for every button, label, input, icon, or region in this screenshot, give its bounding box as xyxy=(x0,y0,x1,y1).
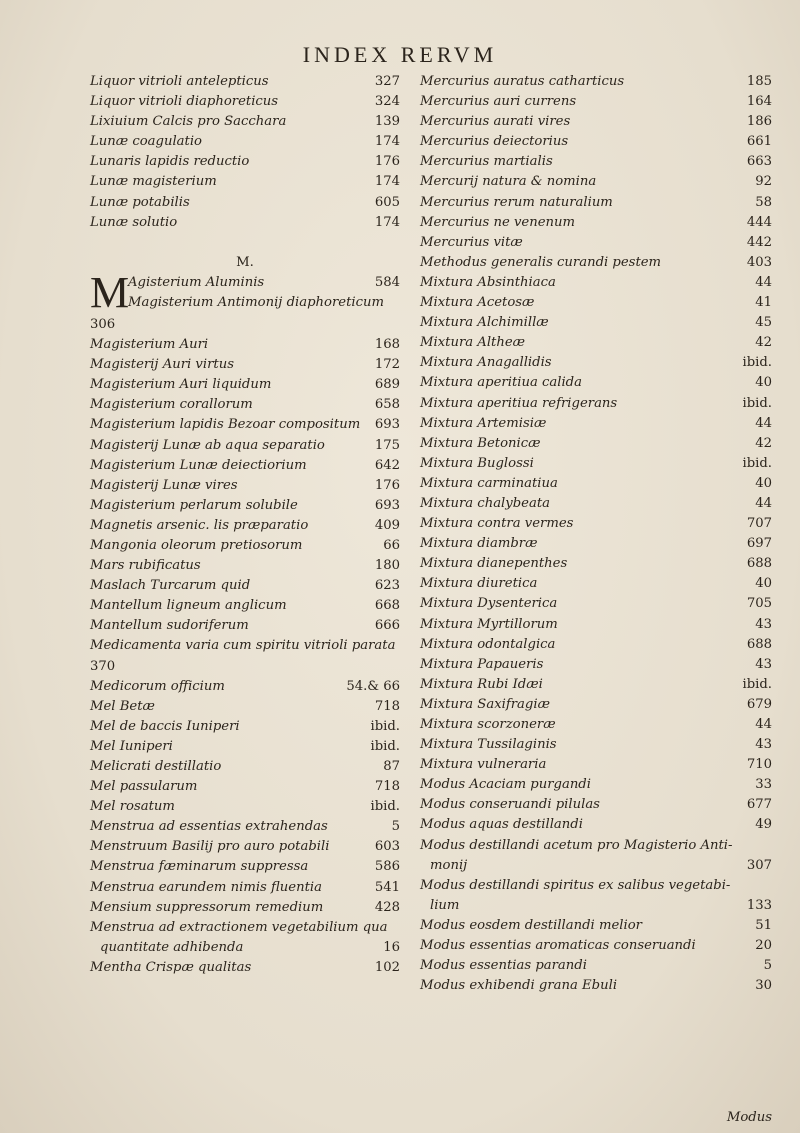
entry-page: 43 xyxy=(755,656,772,672)
index-entry xyxy=(420,795,772,815)
entry-page: ibid. xyxy=(370,738,400,754)
entry-page: 49 xyxy=(755,817,772,833)
index-entry xyxy=(420,514,772,534)
entry-term: Medicamenta varia cum spiritu vitrioli parata xyxy=(90,638,396,654)
index-entry xyxy=(90,576,400,596)
index-entry xyxy=(90,837,400,857)
entry-term: Mantellum ligneum anglicum xyxy=(90,598,287,614)
entry-term: Mixtura chalybeata xyxy=(420,495,550,511)
index-entry xyxy=(90,415,400,435)
entry-term: Mixtura carminatiua xyxy=(420,475,558,491)
index-entry xyxy=(90,92,400,112)
entry-page: 605 xyxy=(374,194,400,210)
entry-term: Lunaris lapidis reductio xyxy=(90,154,250,170)
index-entry xyxy=(90,737,400,757)
entry-term: Mixtura Myrtillorum xyxy=(420,616,558,632)
entry-term: Modus exhibendi grana Ebuli xyxy=(420,978,618,994)
entry-term: Mangonia oleorum pretiosorum xyxy=(90,537,303,553)
index-entry xyxy=(420,836,772,856)
entry-page: 175 xyxy=(374,437,400,453)
index-entry xyxy=(420,574,772,594)
index-entry xyxy=(420,876,772,896)
entry-term: Modus conseruandi pilulas xyxy=(420,797,600,813)
entry-page: 43 xyxy=(755,616,772,632)
entry-page: 168 xyxy=(374,337,400,353)
entry-page: 584 xyxy=(374,274,400,290)
index-entry xyxy=(90,355,400,375)
entry-page: 54.& 66 xyxy=(346,678,400,694)
entry-page: 176 xyxy=(374,154,400,170)
entry-page: 20 xyxy=(755,938,772,954)
index-column-right xyxy=(420,72,772,996)
index-entry xyxy=(420,494,772,514)
entry-term: Mercurius vitæ xyxy=(420,234,523,250)
index-entry xyxy=(90,797,400,817)
index-entry xyxy=(420,695,772,715)
entry-page: 693 xyxy=(374,417,400,433)
entry-term: Lunæ solutio xyxy=(90,214,178,230)
index-entry xyxy=(90,267,400,317)
entry-page: 324 xyxy=(374,94,400,110)
entry-term: Mixtura Altheæ xyxy=(420,335,526,351)
index-entry xyxy=(420,72,772,92)
entry-page: 668 xyxy=(374,598,400,614)
index-entry xyxy=(420,353,772,373)
entry-term: Lunæ magisterium xyxy=(90,174,217,190)
entry-term: Mel Betæ xyxy=(90,698,155,714)
entry-term: Menstruum Basilij pro auro potabili xyxy=(90,839,330,855)
index-entry xyxy=(420,896,772,916)
entry-page: 623 xyxy=(374,578,400,594)
entry-term: Methodus generalis curandi pestem xyxy=(420,254,662,270)
entry-term: Magisterij Auri virtus xyxy=(90,357,234,373)
entry-page: 92 xyxy=(755,174,772,190)
entry-term: Mixtura Anagallidis xyxy=(420,355,552,371)
entry-page: 180 xyxy=(374,558,400,574)
entry-page: 172 xyxy=(374,357,400,373)
index-entry xyxy=(90,657,400,677)
section-letter: M. xyxy=(236,254,254,270)
index-entry xyxy=(420,434,772,454)
index-entry xyxy=(90,213,400,233)
index-entry xyxy=(420,715,772,735)
entry-page: 541 xyxy=(374,879,400,895)
index-entry xyxy=(420,554,772,574)
entry-term: Mercurius martialis xyxy=(420,154,553,170)
entry-term: Mantellum sudoriferum xyxy=(90,618,249,634)
index-entry xyxy=(420,172,772,192)
entry-term: Mixtura Acetosæ xyxy=(420,295,535,311)
index-entry xyxy=(90,375,400,395)
entry-page: 5 xyxy=(763,958,772,974)
entry-term: Mixtura dianepenthes xyxy=(420,556,568,572)
index-entry xyxy=(90,636,400,656)
entry-term: Agisterium Aluminis xyxy=(128,274,265,290)
entry-term: Magisterium Lunæ deiectiorium xyxy=(90,457,307,473)
entry-page: 666 xyxy=(374,618,400,634)
index-entry xyxy=(90,72,400,92)
entry-page: 693 xyxy=(374,497,400,513)
entry-term: Modus destillandi acetum pro Magisterio Anti- xyxy=(420,837,733,853)
entry-term: Magisterium Auri xyxy=(90,337,209,353)
entry-term: Mercurius ne venenum xyxy=(420,214,575,230)
index-entry xyxy=(420,735,772,755)
entry-page: 30 xyxy=(755,978,772,994)
index-entry xyxy=(420,534,772,554)
index-entry xyxy=(90,335,400,355)
index-entry xyxy=(90,918,400,938)
entry-page: 139 xyxy=(374,114,400,130)
entry-page: ibid. xyxy=(370,799,400,815)
entry-page: 688 xyxy=(746,636,772,652)
index-entry xyxy=(90,878,400,898)
entry-term: Mixtura odontalgica xyxy=(420,636,556,652)
entry-term: Liquor vitrioli diaphoreticus xyxy=(90,94,279,110)
entry-term: Magisterium corallorum xyxy=(90,397,253,413)
entry-term: Mercurius auri currens xyxy=(420,94,577,110)
entry-page: 43 xyxy=(755,737,772,753)
entry-page: 185 xyxy=(746,74,772,89)
entry-page: 697 xyxy=(746,536,772,552)
entry-page: 442 xyxy=(746,234,772,250)
entry-page: ibid. xyxy=(742,676,772,692)
entry-term: Mixtura aperitiua refrigerans xyxy=(420,395,618,411)
entry-term: Lunæ coagulatio xyxy=(90,134,202,150)
index-entry xyxy=(420,152,772,172)
entry-term: Mercurij natura & nomina xyxy=(420,174,597,190)
index-entry xyxy=(420,193,772,213)
catchword: Modus xyxy=(726,1110,772,1125)
index-entry xyxy=(90,132,400,152)
entry-term: Mixtura diambræ xyxy=(420,536,538,552)
entry-page: 642 xyxy=(374,457,400,473)
entry-page: 44 xyxy=(755,274,772,290)
entry-term: Lixiuium Calcis pro Sacchara xyxy=(90,114,287,130)
index-entry xyxy=(90,596,400,616)
index-entry xyxy=(420,755,772,775)
entry-term: Mixtura Buglossi xyxy=(420,455,534,471)
entry-term: Mixtura Artemisiæ xyxy=(420,415,547,431)
entry-page: 428 xyxy=(374,899,400,915)
entry-page: ibid. xyxy=(742,395,772,411)
entry-term: Mercurius deiectorius xyxy=(420,134,569,150)
entry-term: Mensium suppressorum remedium xyxy=(90,899,324,915)
entry-term: Mixtura vulneraria xyxy=(420,757,547,773)
index-entry xyxy=(420,293,772,313)
index-entry xyxy=(90,697,400,717)
index-entry xyxy=(90,757,400,777)
entry-page: 586 xyxy=(374,859,400,875)
index-entry xyxy=(420,815,772,835)
entry-page: 603 xyxy=(374,839,400,855)
entry-term: Modus essentias parandi xyxy=(420,958,587,974)
index-entry xyxy=(90,938,400,958)
index-entry xyxy=(420,112,772,132)
entry-page: 40 xyxy=(755,375,772,391)
entry-page: 174 xyxy=(374,214,400,230)
entry-term: Mel de baccis Iuniperi xyxy=(90,718,240,734)
index-entry xyxy=(90,857,400,877)
drop-cap-letter: M xyxy=(90,267,130,317)
index-entry xyxy=(90,193,400,213)
index-entry xyxy=(420,454,772,474)
entry-page: 33 xyxy=(755,777,772,793)
entry-term: Liquor vitrioli antelepticus xyxy=(90,74,269,89)
index-entry xyxy=(90,777,400,797)
entry-page: 689 xyxy=(374,377,400,393)
entry-page: 40 xyxy=(755,576,772,592)
entry-page: 661 xyxy=(746,134,772,150)
entry-page: ibid. xyxy=(370,718,400,734)
entry-term: Modus destillandi spiritus ex salibus vegetabi- xyxy=(420,877,731,893)
entry-page: 718 xyxy=(374,779,400,795)
index-entry xyxy=(420,132,772,152)
entry-term: Mixtura contra vermes xyxy=(420,516,574,532)
index-entry xyxy=(420,414,772,434)
entry-term: Mel Iuniperi xyxy=(90,738,173,754)
entry-page: 5 xyxy=(391,819,400,835)
entry-term: Mixtura diuretica xyxy=(420,576,538,592)
index-entry xyxy=(90,476,400,496)
entry-term: Mixtura Papaueris xyxy=(420,656,544,672)
entry-term: Mercurius auratus catharticus xyxy=(420,74,625,89)
entry-page: 663 xyxy=(746,154,772,170)
entry-page: 176 xyxy=(374,477,400,493)
entry-page: 16 xyxy=(383,939,400,955)
entry-term: Mixtura Alchimillæ xyxy=(420,315,549,331)
entry-term: Magisterium perlarum solubile xyxy=(90,497,298,513)
entry-term: Modus aquas destillandi xyxy=(420,817,583,833)
index-entry xyxy=(420,273,772,293)
entry-page: 707 xyxy=(746,516,772,532)
index-entry xyxy=(90,898,400,918)
index-entry xyxy=(90,172,400,192)
index-entry xyxy=(420,675,772,695)
index-entry xyxy=(90,536,400,556)
entry-page: 409 xyxy=(374,517,400,533)
entry-term: Mel rosatum xyxy=(90,799,175,815)
index-entry xyxy=(420,233,772,253)
entry-term: Mars rubificatus xyxy=(90,558,201,574)
entry-term: Magisterium Antimonij diaphoreticum xyxy=(128,294,384,310)
index-entry xyxy=(90,152,400,172)
entry-term: Menstrua ad extractionem vegetabilium qua xyxy=(90,919,388,935)
entry-page: 45 xyxy=(755,315,772,331)
index-entry xyxy=(90,616,400,636)
entry-term: Menstrua ad essentias extrahendas xyxy=(90,819,328,835)
entry-page: 51 xyxy=(755,917,772,933)
entry-term: 306 xyxy=(90,316,116,332)
entry-page: 679 xyxy=(746,696,772,712)
entry-page: 705 xyxy=(746,596,772,612)
entry-term: Modus Acaciam purgandi xyxy=(420,777,591,793)
entry-term: Magnetis arsenic. lis præparatio xyxy=(90,517,309,533)
index-entry xyxy=(90,817,400,837)
entry-term: Mercurius rerum naturalium xyxy=(420,194,613,210)
entry-page: 58 xyxy=(755,194,772,210)
entry-term: Medicorum officium xyxy=(90,678,225,694)
entry-term: Lunæ potabilis xyxy=(90,194,190,210)
index-entry xyxy=(420,594,772,614)
entry-page: 307 xyxy=(746,857,772,873)
entry-page: 102 xyxy=(374,959,400,975)
entry-term: Mixtura Tussilaginis xyxy=(420,737,557,753)
entry-page: 718 xyxy=(374,698,400,714)
index-entry xyxy=(420,775,772,795)
entry-page: 186 xyxy=(746,114,772,130)
entry-page: 42 xyxy=(755,435,772,451)
index-entry xyxy=(90,315,400,335)
index-entry xyxy=(420,976,772,996)
index-entry xyxy=(420,916,772,936)
entry-page: 710 xyxy=(746,757,772,773)
entry-term: Mixtura Dysenterica xyxy=(420,596,558,612)
entry-page: ibid. xyxy=(742,355,772,371)
entry-page: 658 xyxy=(374,397,400,413)
index-entry xyxy=(90,233,400,253)
index-entry xyxy=(90,958,400,978)
entry-term: 370 xyxy=(90,658,116,674)
entry-term: Mercurius aurati vires xyxy=(420,114,571,130)
index-entry xyxy=(90,717,400,737)
entry-page: 44 xyxy=(755,415,772,431)
entry-term: Mixtura Saxifragiæ xyxy=(420,696,550,712)
index-entry xyxy=(420,635,772,655)
index-entry xyxy=(90,253,400,273)
index-entry xyxy=(420,655,772,675)
index-entry xyxy=(90,395,400,415)
entry-term: Menstrua earundem nimis fluentia xyxy=(90,879,322,895)
entry-page: 87 xyxy=(383,759,400,774)
index-entry xyxy=(90,496,400,516)
entry-term: monij xyxy=(430,857,468,873)
entry-page: 688 xyxy=(746,556,772,572)
index-entry xyxy=(420,956,772,976)
entry-page: 44 xyxy=(755,717,772,732)
entry-page: 42 xyxy=(755,335,772,351)
entry-page: 40 xyxy=(755,475,772,491)
entry-term: Mel passularum xyxy=(90,779,198,795)
index-entry xyxy=(90,112,400,132)
entry-term: Menstrua fæminarum suppressa xyxy=(90,859,309,875)
index-entry xyxy=(420,394,772,414)
entry-page: 41 xyxy=(755,295,772,311)
entry-page: 164 xyxy=(746,94,772,110)
entry-page: ibid. xyxy=(742,455,772,471)
entry-page: 174 xyxy=(374,174,400,190)
page-header: INDEX RERVM xyxy=(302,42,498,67)
entry-page: 133 xyxy=(746,897,772,913)
index-entry xyxy=(90,456,400,476)
entry-term: lium xyxy=(430,897,460,913)
index-entry xyxy=(420,373,772,393)
entry-term: Mixtura Absinthiaca xyxy=(420,274,556,290)
entry-page: 44 xyxy=(755,495,772,511)
entry-page: 677 xyxy=(746,797,772,813)
index-entry xyxy=(420,92,772,112)
entry-page: 174 xyxy=(374,134,400,150)
index-column-left xyxy=(90,72,400,978)
entry-page: 327 xyxy=(374,74,400,89)
entry-term: Magisterium lapidis Bezoar compositum xyxy=(90,417,361,433)
entry-term: Modus eosdem destillandi melior xyxy=(420,917,642,933)
entry-term: Maslach Turcarum quid xyxy=(90,578,251,594)
index-entry xyxy=(90,436,400,456)
index-entry xyxy=(420,253,772,273)
index-entry xyxy=(90,516,400,536)
entry-term: Mixtura Rubi Idæi xyxy=(420,676,543,692)
index-entry xyxy=(90,556,400,576)
index-entry xyxy=(420,313,772,333)
entry-page: 403 xyxy=(746,254,772,270)
entry-term: quantitate adhibenda xyxy=(100,939,244,955)
index-entry xyxy=(420,474,772,494)
index-entry xyxy=(420,615,772,635)
entry-term: Mentha Crispæ qualitas xyxy=(90,959,252,975)
entry-term: Mixtura Betonicæ xyxy=(420,435,541,451)
entry-term: Magisterium Auri liquidum xyxy=(90,377,272,393)
entry-term: Magisterij Lunæ ab aqua separatio xyxy=(90,437,325,453)
index-entry xyxy=(420,856,772,876)
index-entry xyxy=(420,333,772,353)
entry-page: 444 xyxy=(746,214,772,230)
index-entry xyxy=(420,213,772,233)
entry-term: Mixtura scorzoneræ xyxy=(420,717,556,732)
entry-term: Mixtura aperitiua calida xyxy=(420,375,582,391)
index-entry xyxy=(420,936,772,956)
entry-page: 66 xyxy=(383,537,400,553)
entry-term: Melicrati destillatio xyxy=(90,759,222,774)
index-entry xyxy=(90,677,400,697)
entry-term: Modus essentias aromaticas conseruandi xyxy=(420,938,696,954)
entry-term: Magisterij Lunæ vires xyxy=(90,477,238,493)
